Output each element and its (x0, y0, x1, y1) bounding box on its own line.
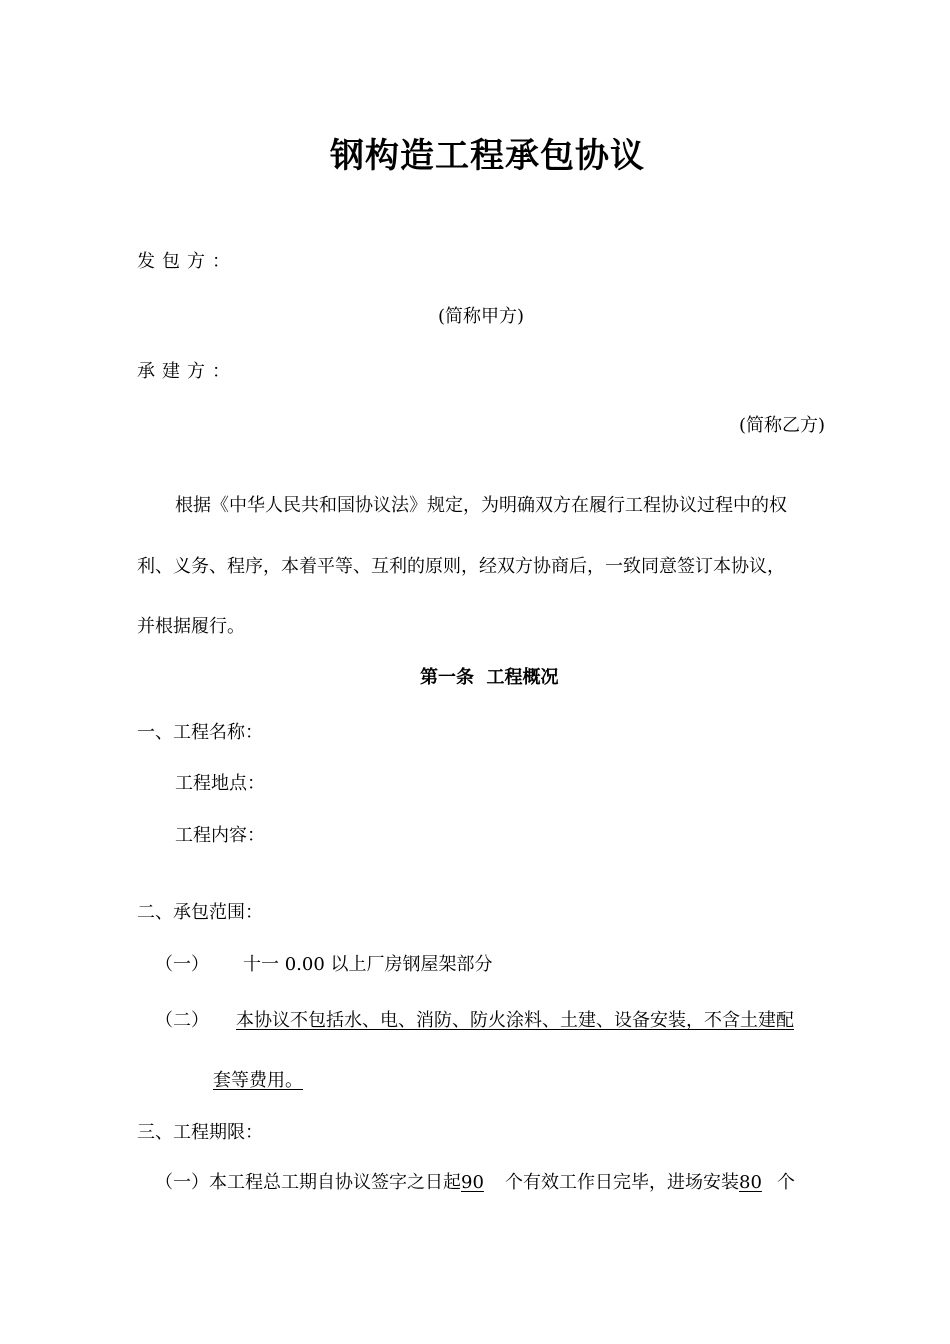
party-a-note: (简称甲方) (438, 306, 525, 327)
scope-item-2-line-1: 本协议不包括水、电、消防、防火涂料、土建、设备安装，不含土建配 (236, 1010, 794, 1031)
scope-item-2-line-2: 套等费用。 (213, 1070, 303, 1091)
intro-line-2: 利、义务、程序，本着平等、互利的原则，经双方协商后，一致同意签订本协议， (137, 556, 785, 577)
article-1-heading: 第一条 工程概况 (420, 667, 559, 688)
term-item-1-prefix: （一）本工程总工期自协议签字之日起 (155, 1172, 461, 1193)
project-location-label: 工程地点： (175, 773, 265, 794)
scope-item-1-number: （一） (155, 954, 209, 975)
party-b-label: 承建方： (137, 361, 237, 382)
project-content-label: 工程内容： (175, 825, 265, 846)
intro-line-3: 并根据履行。 (137, 616, 245, 637)
intro-line-1: 根据《中华人民共和国协议法》规定，为明确双方在履行工程协议过程中的权 (175, 495, 787, 516)
term-label: 三、工程期限： (137, 1122, 263, 1143)
term-item-1-suffix: 个 (777, 1172, 795, 1193)
term-item-1 (155, 1171, 795, 1195)
document-title: 钢构造工程承包协议 (330, 136, 645, 176)
scope-item-2-number: （二） (155, 1010, 209, 1031)
party-b-note: (简称乙方) (739, 415, 826, 436)
term-item-1-middle: 个有效工作日完毕，进场安装 (505, 1172, 739, 1193)
scope-item-1-text: 十一 0.00 以上厂房钢屋架部分 (243, 954, 493, 975)
party-a-label: 发包方： (137, 251, 237, 272)
install-days-value: 80 (739, 1172, 762, 1193)
project-name-label: 一、工程名称： (137, 722, 263, 743)
total-days-value: 90 (461, 1172, 484, 1193)
scope-label: 二、承包范围： (137, 902, 263, 923)
